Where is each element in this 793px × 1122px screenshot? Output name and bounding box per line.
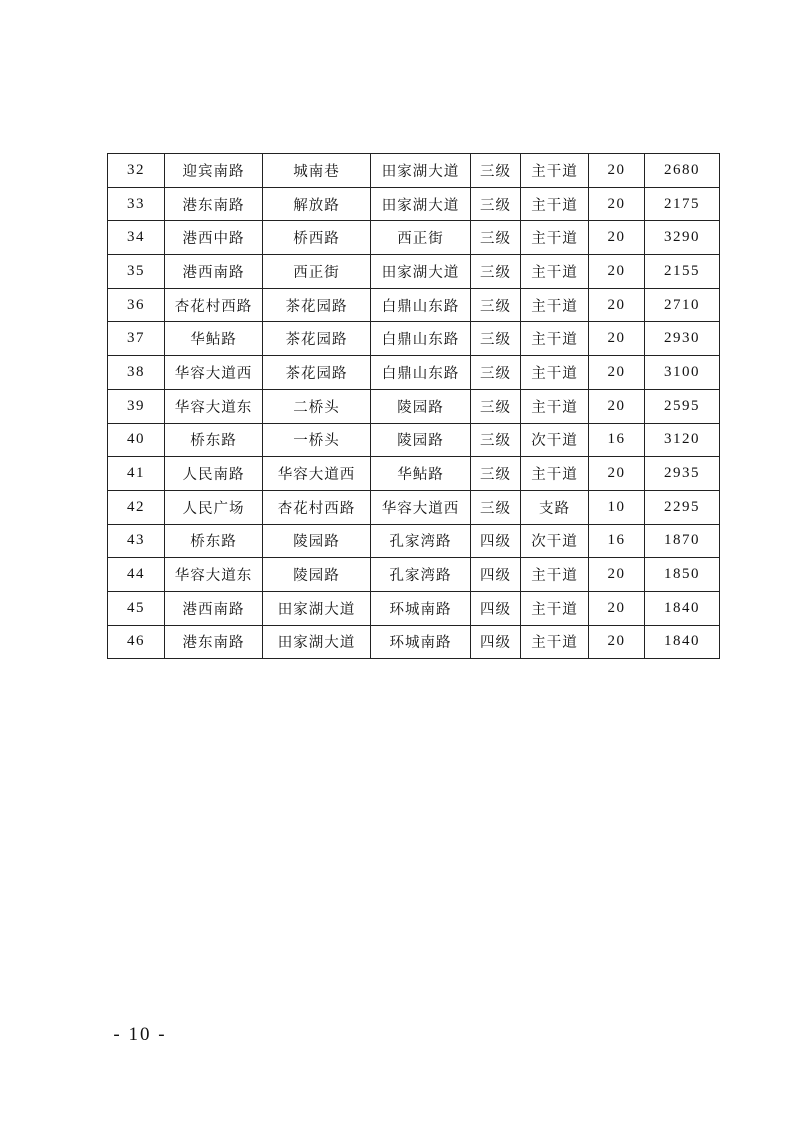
table-row: [108, 423, 720, 457]
cell-width: 20: [589, 221, 645, 255]
cell-road-type: 主干道: [521, 457, 589, 491]
cell-start-point: 陵园路: [263, 524, 371, 558]
cell-end-point: 陵园路: [371, 389, 471, 423]
cell-road-name: 港西南路: [165, 255, 263, 289]
cell-start-point: 西正街: [263, 255, 371, 289]
cell-road-name: 桥东路: [165, 524, 263, 558]
cell-end-point: 环城南路: [371, 625, 471, 659]
cell-end-point: 田家湖大道: [371, 187, 471, 221]
cell-row-index: 33: [108, 187, 165, 221]
cell-start-point: 茶花园路: [263, 356, 371, 390]
cell-end-point: 田家湖大道: [371, 154, 471, 188]
cell-grade: 三级: [471, 154, 521, 188]
cell-row-index: 40: [108, 423, 165, 457]
cell-row-index: 44: [108, 558, 165, 592]
cell-road-name: 华容大道东: [165, 389, 263, 423]
table-row: [108, 625, 720, 659]
cell-start-point: 城南巷: [263, 154, 371, 188]
cell-road-type: 主干道: [521, 356, 589, 390]
cell-width: 20: [589, 255, 645, 289]
cell-road-name: 港西中路: [165, 221, 263, 255]
table-row: [108, 322, 720, 356]
cell-row-index: 43: [108, 524, 165, 558]
cell-road-type: 次干道: [521, 524, 589, 558]
cell-road-type: 主干道: [521, 154, 589, 188]
cell-length: 3290: [645, 221, 720, 255]
table-body: [108, 154, 720, 659]
cell-start-point: 二桥头: [263, 389, 371, 423]
cell-road-type: 支路: [521, 490, 589, 524]
cell-start-point: 田家湖大道: [263, 591, 371, 625]
cell-grade: 四级: [471, 625, 521, 659]
cell-road-name: 华容大道东: [165, 558, 263, 592]
cell-road-type: 主干道: [521, 389, 589, 423]
cell-start-point: 一桥头: [263, 423, 371, 457]
cell-road-name: 华容大道西: [165, 356, 263, 390]
table-row: [108, 187, 720, 221]
table-row: [108, 457, 720, 491]
cell-row-index: 39: [108, 389, 165, 423]
cell-width: 16: [589, 524, 645, 558]
cell-road-name: 杏花村西路: [165, 288, 263, 322]
cell-width: 20: [589, 322, 645, 356]
cell-end-point: 华鲇路: [371, 457, 471, 491]
cell-road-type: 主干道: [521, 322, 589, 356]
table-row: [108, 389, 720, 423]
cell-grade: 三级: [471, 389, 521, 423]
cell-end-point: 白鼎山东路: [371, 356, 471, 390]
cell-grade: 三级: [471, 255, 521, 289]
cell-row-index: 41: [108, 457, 165, 491]
table-row: [108, 490, 720, 524]
cell-road-type: 主干道: [521, 187, 589, 221]
cell-length: 2935: [645, 457, 720, 491]
road-table: [107, 153, 720, 659]
cell-length: 1840: [645, 625, 720, 659]
cell-length: 2930: [645, 322, 720, 356]
cell-end-point: 白鼎山东路: [371, 322, 471, 356]
table-row: [108, 356, 720, 390]
table-row: [108, 154, 720, 188]
cell-end-point: 白鼎山东路: [371, 288, 471, 322]
cell-width: 20: [589, 187, 645, 221]
cell-width: 20: [589, 356, 645, 390]
cell-row-index: 45: [108, 591, 165, 625]
cell-road-name: 迎宾南路: [165, 154, 263, 188]
table-row: [108, 288, 720, 322]
cell-grade: 三级: [471, 490, 521, 524]
cell-row-index: 46: [108, 625, 165, 659]
cell-width: 20: [589, 457, 645, 491]
cell-length: 2295: [645, 490, 720, 524]
cell-end-point: 西正街: [371, 221, 471, 255]
cell-road-name: 人民南路: [165, 457, 263, 491]
cell-row-index: 36: [108, 288, 165, 322]
table-row: [108, 221, 720, 255]
cell-start-point: 陵园路: [263, 558, 371, 592]
cell-width: 20: [589, 558, 645, 592]
table-row: [108, 524, 720, 558]
cell-length: 2175: [645, 187, 720, 221]
cell-road-type: 主干道: [521, 288, 589, 322]
cell-grade: 三级: [471, 221, 521, 255]
cell-road-name: 桥东路: [165, 423, 263, 457]
cell-width: 20: [589, 625, 645, 659]
cell-start-point: 华容大道西: [263, 457, 371, 491]
cell-road-name: 人民广场: [165, 490, 263, 524]
cell-length: 1850: [645, 558, 720, 592]
cell-start-point: 田家湖大道: [263, 625, 371, 659]
table-row: [108, 255, 720, 289]
cell-start-point: 茶花园路: [263, 288, 371, 322]
cell-end-point: 孔家湾路: [371, 558, 471, 592]
cell-length: 3100: [645, 356, 720, 390]
page-number: - 10 -: [113, 1024, 167, 1045]
cell-road-name: 港东南路: [165, 187, 263, 221]
cell-end-point: 华容大道西: [371, 490, 471, 524]
cell-width: 20: [589, 154, 645, 188]
cell-road-type: 主干道: [521, 558, 589, 592]
cell-length: 3120: [645, 423, 720, 457]
cell-length: 2155: [645, 255, 720, 289]
cell-end-point: 陵园路: [371, 423, 471, 457]
cell-length: 1870: [645, 524, 720, 558]
cell-road-type: 主干道: [521, 591, 589, 625]
cell-road-type: 次干道: [521, 423, 589, 457]
cell-row-index: 32: [108, 154, 165, 188]
cell-end-point: 环城南路: [371, 591, 471, 625]
cell-row-index: 38: [108, 356, 165, 390]
cell-length: 2680: [645, 154, 720, 188]
table-row: [108, 558, 720, 592]
cell-grade: 四级: [471, 558, 521, 592]
cell-grade: 四级: [471, 591, 521, 625]
cell-grade: 三级: [471, 322, 521, 356]
cell-end-point: 孔家湾路: [371, 524, 471, 558]
cell-road-name: 港西南路: [165, 591, 263, 625]
cell-grade: 三级: [471, 288, 521, 322]
cell-grade: 三级: [471, 423, 521, 457]
cell-row-index: 35: [108, 255, 165, 289]
cell-length: 2595: [645, 389, 720, 423]
cell-row-index: 34: [108, 221, 165, 255]
cell-width: 20: [589, 591, 645, 625]
cell-grade: 三级: [471, 187, 521, 221]
cell-grade: 三级: [471, 356, 521, 390]
cell-road-name: 港东南路: [165, 625, 263, 659]
cell-width: 20: [589, 288, 645, 322]
table-row: [108, 591, 720, 625]
cell-grade: 三级: [471, 457, 521, 491]
cell-start-point: 茶花园路: [263, 322, 371, 356]
cell-width: 10: [589, 490, 645, 524]
cell-start-point: 桥西路: [263, 221, 371, 255]
cell-end-point: 田家湖大道: [371, 255, 471, 289]
cell-grade: 四级: [471, 524, 521, 558]
cell-road-type: 主干道: [521, 625, 589, 659]
cell-road-name: 华鲇路: [165, 322, 263, 356]
cell-start-point: 解放路: [263, 187, 371, 221]
cell-width: 20: [589, 389, 645, 423]
cell-row-index: 37: [108, 322, 165, 356]
cell-length: 1840: [645, 591, 720, 625]
cell-length: 2710: [645, 288, 720, 322]
cell-width: 16: [589, 423, 645, 457]
cell-row-index: 42: [108, 490, 165, 524]
cell-road-type: 主干道: [521, 255, 589, 289]
cell-road-type: 主干道: [521, 221, 589, 255]
cell-start-point: 杏花村西路: [263, 490, 371, 524]
